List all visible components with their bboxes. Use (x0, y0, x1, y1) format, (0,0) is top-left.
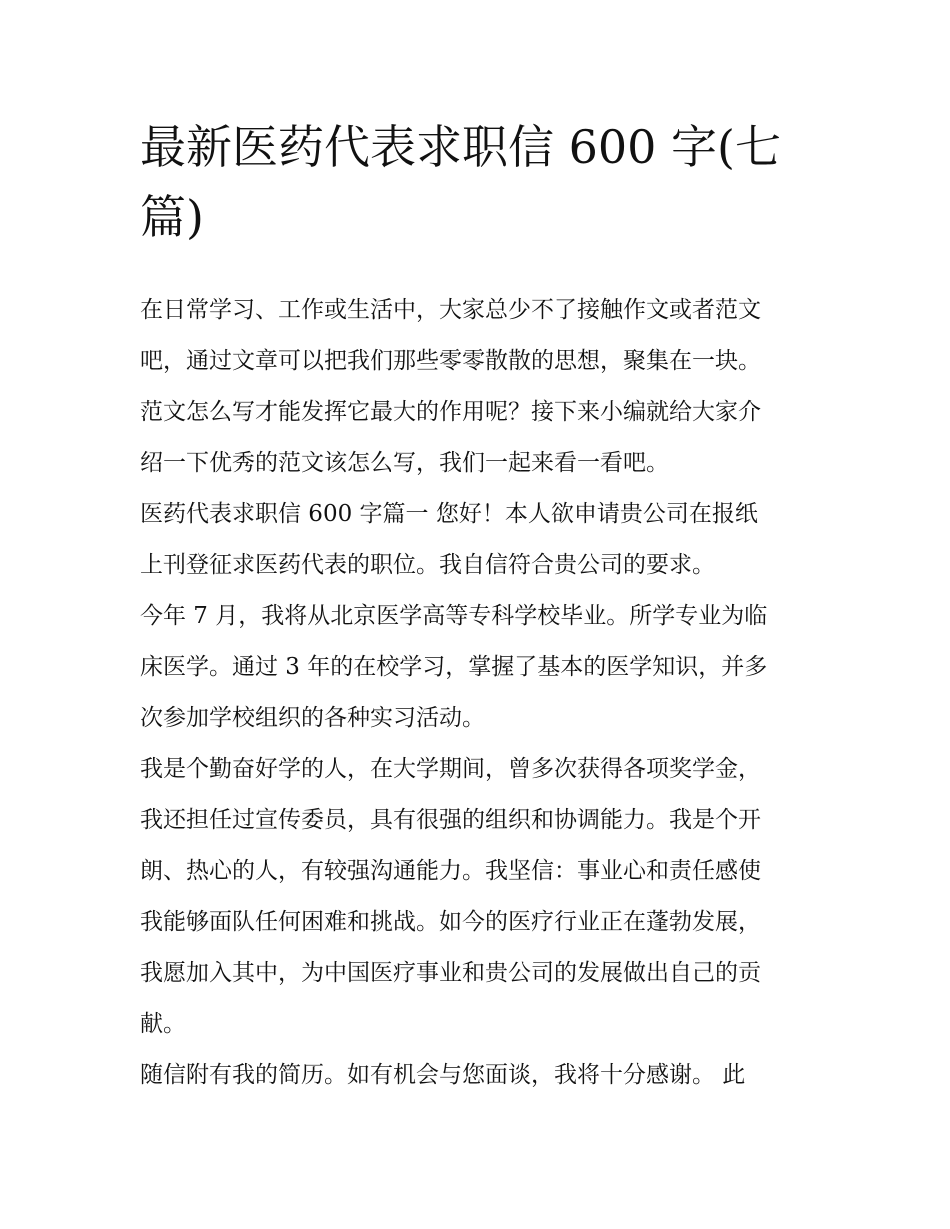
paragraph-letter-opening (140, 489, 812, 591)
text-line: 床医学。通过 3 年的在校学习，掌握了基本的医学知识，并多 (140, 654, 768, 680)
paragraph-closing (140, 1050, 812, 1101)
document-page (140, 0, 812, 1101)
paragraph-intro (140, 285, 812, 489)
text-line: 吧，通过文章可以把我们那些零零散散的思想，聚集在一块。 (140, 348, 761, 374)
text-line: 医药代表求职信 600 字篇一 您好！本人欲申请贵公司在报纸 (140, 501, 758, 527)
text-line: 在日常学习、工作或生活中，大家总少不了接触作文或者范文 (140, 297, 761, 323)
document-body (140, 285, 812, 1101)
text-line: 随信附有我的简历。如有机会与您面谈，我将十分感谢。 此 (140, 1062, 746, 1088)
text-line: 范文怎么写才能发挥它最大的作用呢？接下来小编就给大家介 (140, 399, 761, 425)
title-line-1: 最新医药代表求职信 600 字(七 (140, 120, 781, 174)
text-line: 我愿加入其中，为中国医疗事业和贵公司的发展做出自己的贡 (140, 960, 761, 986)
text-line: 次参加学校组织的各种实习活动。 (140, 705, 485, 731)
document-title (140, 0, 812, 252)
text-line: 朗、热心的人，有较强沟通能力。我坚信：事业心和责任感使 (140, 858, 761, 884)
text-line: 我是个勤奋好学的人，在大学期间，曾多次获得各项奖学金， (140, 756, 761, 782)
text-line: 今年 7 月，我将从北京医学高等专科学校毕业。所学专业为临 (140, 603, 768, 629)
text-line: 我还担任过宣传委员，具有很强的组织和协调能力。我是个开 (140, 807, 761, 833)
title-line-2: 篇) (140, 190, 204, 244)
text-line: 献。 (140, 1011, 186, 1037)
text-line: 我能够面队任何困难和挑战。如今的医疗行业正在蓬勃发展， (140, 909, 761, 935)
text-line: 绍一下优秀的范文该怎么写，我们一起来看一看吧。 (140, 450, 669, 476)
paragraph-personal-qualities (140, 744, 812, 1050)
paragraph-education (140, 591, 812, 744)
text-line: 上刊登征求医药代表的职位。我自信符合贵公司的要求。 (140, 552, 715, 578)
